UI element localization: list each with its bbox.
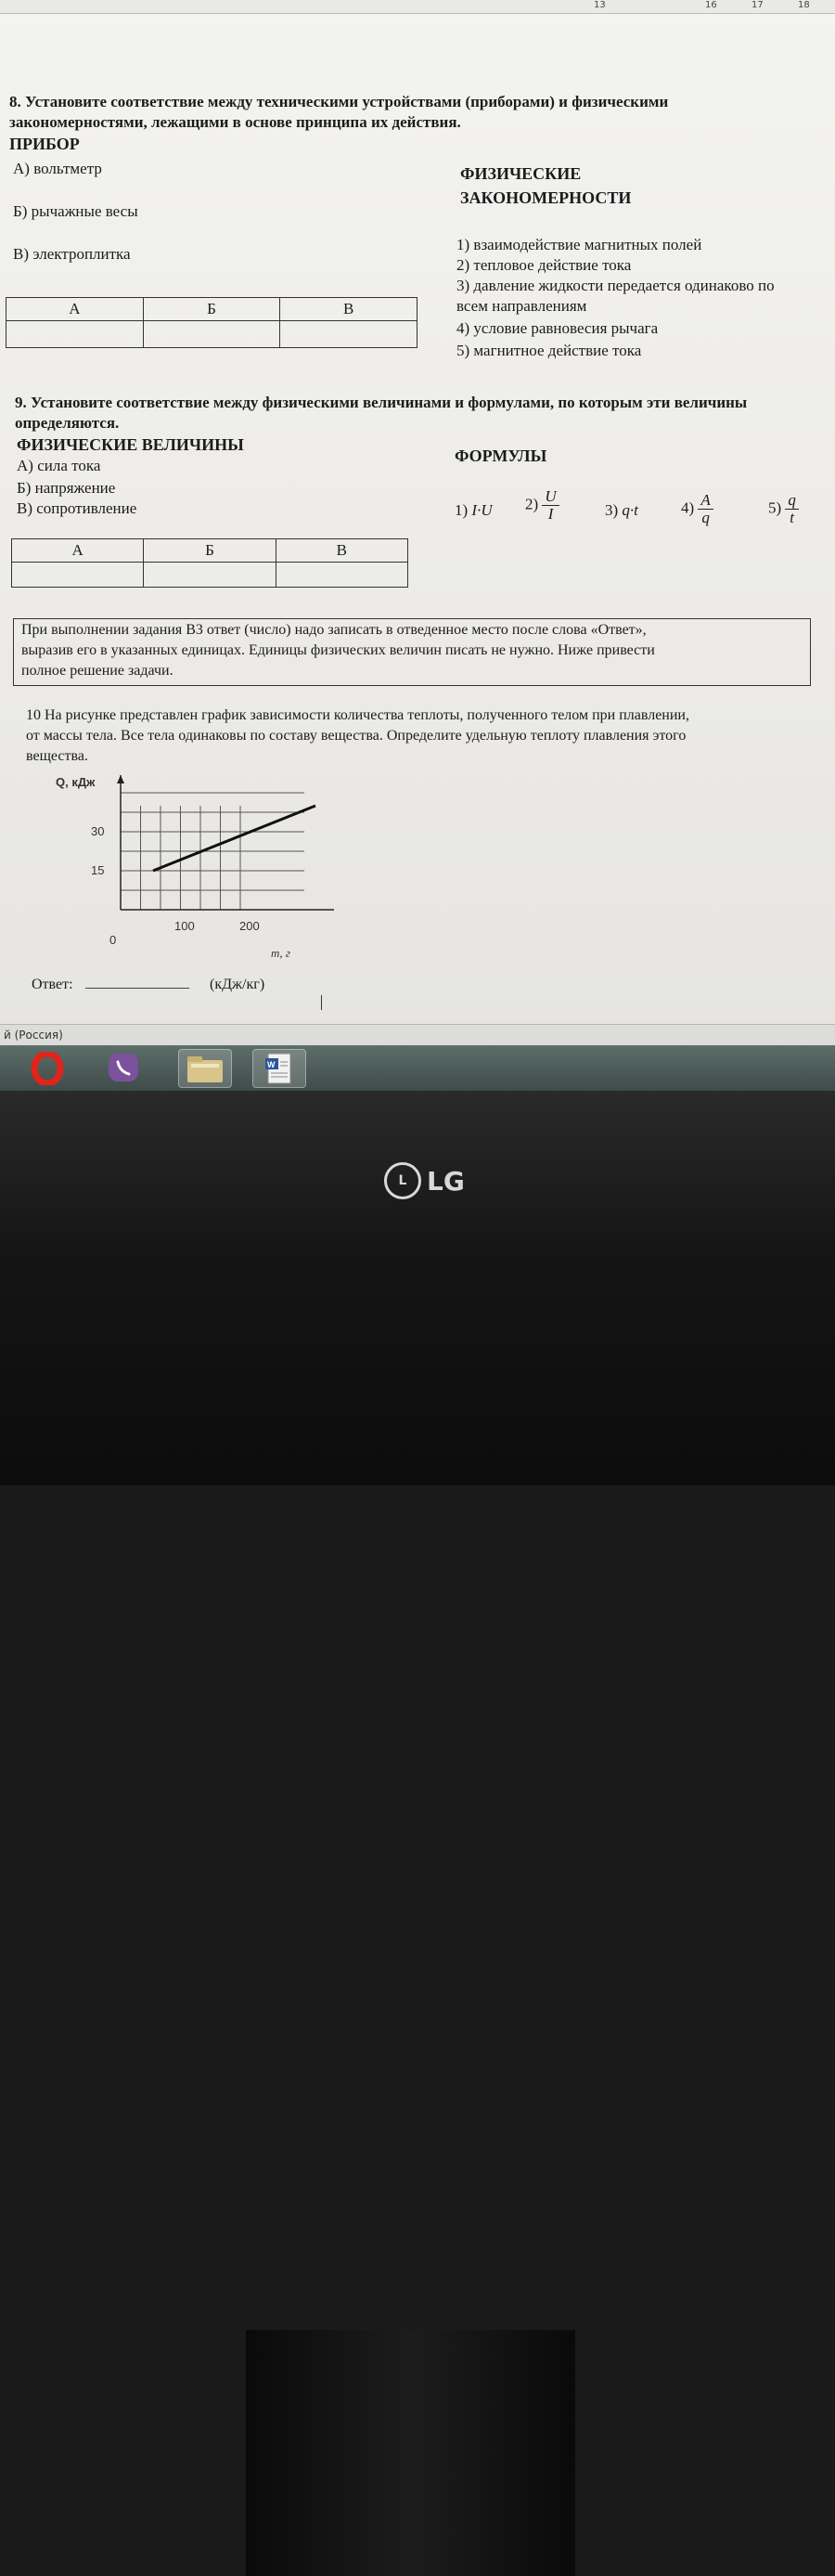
- lg-logo-text: LG: [427, 1165, 465, 1197]
- answer-unit: (кДж/кг): [210, 977, 265, 992]
- answer-cell[interactable]: [6, 321, 144, 348]
- q9-item-c: В) сопротивление: [17, 499, 137, 517]
- heat-mass-chart: [56, 775, 334, 970]
- x-axis-label: m, г: [271, 946, 290, 960]
- q8-item-a: А) вольтметр: [13, 160, 102, 177]
- q8-title-cont: закономерностями, лежащими в основе принципа их действия.: [9, 113, 461, 131]
- q9-title-cont: определяются.: [15, 414, 120, 432]
- q8-law-3-cont: всем направлениям: [456, 297, 587, 315]
- instruction-box: [13, 618, 811, 686]
- formula-label: 3): [605, 501, 619, 519]
- formula-5: [768, 492, 799, 526]
- table-header-cell: А: [12, 539, 144, 563]
- answer-cell[interactable]: [144, 563, 276, 588]
- formula-label: 2): [525, 495, 539, 513]
- document-page: [0, 0, 835, 1024]
- x-tick-label: 200: [239, 919, 260, 933]
- viber-icon[interactable]: [96, 1049, 150, 1088]
- formula-fraction: [542, 488, 559, 523]
- q9-item-b: Б) напряжение: [17, 479, 116, 497]
- formula-fraction: [698, 492, 713, 526]
- formula-expression: I·U: [471, 501, 493, 519]
- table-answer-row: [6, 321, 418, 348]
- fraction-numerator: q: [785, 492, 799, 510]
- q8-law-4: 4) условие равновесия рычага: [456, 319, 659, 337]
- q10-text-cont: вещества.: [26, 748, 88, 764]
- fraction-numerator: A: [698, 492, 713, 510]
- q8-item-c: В) электроплитка: [13, 245, 131, 263]
- ruler: [0, 0, 835, 14]
- table-answer-row: [12, 563, 408, 588]
- ruler-mark: 17: [752, 0, 764, 10]
- formula-fraction: [785, 492, 799, 526]
- y-axis-arrow-icon: [117, 775, 124, 783]
- screen: [0, 0, 835, 1091]
- q8-item-b: Б) рычажные весы: [13, 202, 138, 220]
- table-header-cell: Б: [144, 539, 276, 563]
- answer-cell[interactable]: [276, 563, 407, 588]
- file-explorer-icon[interactable]: [178, 1049, 232, 1088]
- q8-law-1: 1) взаимодействие магнитных полей: [456, 236, 702, 253]
- svg-text:W: W: [267, 1060, 276, 1069]
- q10-text: 10 На рисунке представлен график зависимости количества теплоты, полученного телом при плавлении,: [26, 707, 689, 723]
- ruler-mark: 13: [594, 0, 606, 10]
- answer-cell[interactable]: [12, 563, 144, 588]
- table-header-row: [6, 298, 418, 321]
- instruction-line: выразив его в указанных единицах. Единицы физических величин писать не нужно. Ниже привести: [21, 642, 655, 658]
- q9-item-a: А) сила тока: [17, 457, 101, 474]
- formula-label: 5): [768, 498, 782, 517]
- chart-grid: [117, 775, 334, 913]
- x-tick-label: 100: [174, 919, 195, 933]
- fraction-denominator: I: [547, 505, 554, 523]
- status-language[interactable]: й (Россия): [4, 1029, 63, 1042]
- q8-right-header-cont: ЗАКОНОМЕРНОСТИ: [460, 188, 632, 207]
- fraction-denominator: q: [701, 509, 710, 526]
- origin-label: 0: [109, 933, 117, 947]
- formula-1: [455, 501, 493, 520]
- monitor-bezel: [0, 1091, 835, 1485]
- taskbar: [0, 1045, 835, 1091]
- chart-series: [153, 806, 315, 871]
- text-cursor-icon: [321, 995, 324, 1010]
- q8-left-header: ПРИБОР: [9, 135, 80, 153]
- table-header-cell: Б: [143, 298, 280, 321]
- formula-3: [605, 501, 638, 520]
- word-document-icon[interactable]: [252, 1049, 306, 1088]
- q9-right-header: ФОРМУЛЫ: [455, 447, 547, 465]
- fraction-denominator: t: [790, 509, 795, 526]
- table-header-cell: А: [6, 298, 144, 321]
- q8-answer-table: [6, 297, 418, 348]
- y-tick-label: 30: [91, 824, 105, 838]
- answer-cell[interactable]: [280, 321, 418, 348]
- q8-right-header: ФИЗИЧЕСКИЕ: [460, 164, 582, 183]
- table-header-cell: В: [280, 298, 418, 321]
- table-header-row: [12, 539, 408, 563]
- q8-title: 8. Установите соответствие между техническими устройствами (приборами) и физическими: [9, 93, 669, 110]
- q9-title: 9. Установите соответствие между физическими величинами и формулами, по которым эти величины: [15, 394, 748, 411]
- answer-cell[interactable]: [143, 321, 280, 348]
- q8-law-3: 3) давление жидкости передается одинаково по: [456, 277, 775, 294]
- q9-left-header: ФИЗИЧЕСКИЕ ВЕЛИЧИНЫ: [17, 435, 244, 454]
- fraction-numerator: U: [542, 488, 559, 506]
- y-tick-label: 15: [91, 863, 105, 877]
- status-bar: [0, 1024, 835, 1046]
- table-header-cell: В: [276, 539, 407, 563]
- formula-4: [681, 492, 713, 526]
- ruler-mark: 18: [798, 0, 810, 10]
- answer-field[interactable]: ______________: [85, 975, 189, 990]
- formula-expression: q·t: [622, 501, 638, 519]
- series-line: [153, 806, 315, 871]
- answer-label: Ответ:: [32, 977, 73, 992]
- instruction-line: полное решение задачи.: [21, 663, 173, 679]
- monitor-stand: [246, 2330, 575, 2576]
- y-axis-label: Q, кДж: [56, 775, 96, 789]
- q10-text-cont: от массы тела. Все тела одинаковы по составу вещества. Определите удельную теплоту плавления этого: [26, 728, 687, 744]
- formula-2: [525, 488, 559, 523]
- instruction-line: При выполнении задания В3 ответ (число) надо записать в отведенное место после слова «Ответ»,: [21, 622, 647, 638]
- chart-ticks: [91, 824, 260, 933]
- lg-logo-mark: L: [384, 1162, 421, 1199]
- opera-icon[interactable]: [20, 1049, 74, 1088]
- lg-logo: [384, 1162, 465, 1199]
- formula-label: 4): [681, 498, 695, 517]
- q8-law-5: 5) магнитное действие тока: [456, 342, 642, 359]
- q9-answer-table: [11, 538, 408, 588]
- ruler-mark: 16: [705, 0, 717, 10]
- q8-law-2: 2) тепловое действие тока: [456, 256, 632, 274]
- formula-label: 1): [455, 501, 469, 519]
